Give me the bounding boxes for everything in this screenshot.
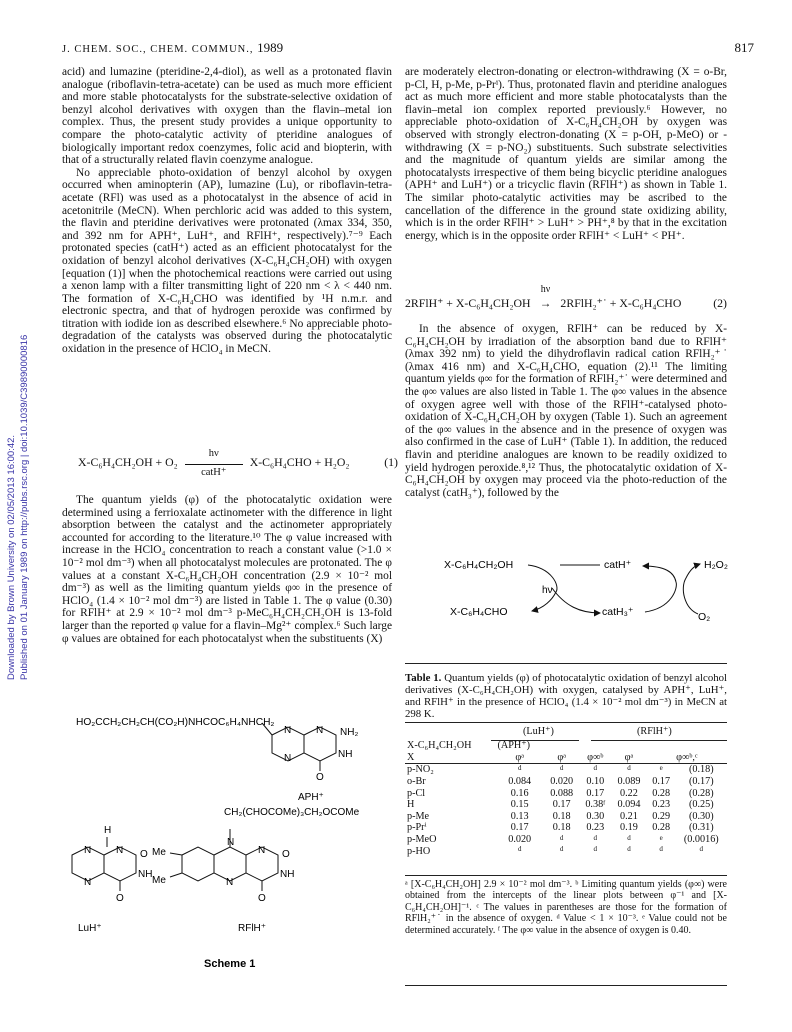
table-cell: 0.22 [620, 787, 638, 799]
table-cell: d [559, 833, 564, 842]
row-substituent: p-HO [407, 845, 431, 857]
table-cell: 0.23 [586, 822, 605, 834]
cycle-hv: hν [542, 585, 553, 596]
table-cell: d [517, 845, 522, 854]
table-cell: d [559, 764, 564, 773]
cycle-reduced-catalyst: catH₃⁺ [602, 606, 634, 618]
table-cell: 0.38ᶠ [585, 799, 606, 811]
table-cell: 0.089 [617, 776, 641, 788]
table-cell: d [593, 845, 598, 854]
table-cell: 0.17 [510, 822, 529, 834]
paragraph: In the absence of oxygen, RFlH⁺ can be reduced by X-C₆H₄CH₂OH by irradiation of the absorption band due to RFlH⁺ (λmax 392 nm) to yield the dihydroflavin radical cation RFlH₂⁺˙ (λmax 416 nm) and X-C₆H₄CHO, equation (2).¹¹ The limiting quantum yields φ∞ for the formation of RFlH₂⁺˙ were determined and the φ∞ values are also listed in Table 1. The φ∞ values in the absence of oxygen agree well with those of the RFlH⁺-catalysed photo-oxidation of X-C₆H₄CH₂OH by oxygen (Table 1). Such an agreement of the φ∞ values in the absence and in the presence of oxygen was also confirmed in the case of LuH⁺ (Table 1). In addition, the reduced flavin and pteridine analogues are known to be readily oxidized to yield hydrogen peroxide.⁸,¹² Thus, the photocatalytic oxidation of X-C₆H₄CH₂OH by oxygen may proceed via the photo-reduction of the catalyst (catH₃⁺), followed by the [405, 323, 727, 499]
col-header: φᵃ [515, 751, 525, 763]
lu-h: H [104, 825, 112, 836]
table-1 [405, 726, 727, 857]
table-row [405, 764, 727, 776]
table-row [405, 776, 727, 788]
download-notice[interactable]: Downloaded by Brown University on 02/05/2013 16:00:42. [6, 434, 17, 680]
left-column-bottom [62, 494, 392, 645]
table-cell: 0.17 [552, 799, 571, 811]
lu-oxo1: O [140, 849, 148, 860]
col-header: φ∞ᵇ,ᶜ [676, 751, 698, 763]
table-cell: d [517, 764, 522, 773]
equation-2: 2RFlH⁺ + X-C₆H₄CH₂OH hν → 2RFlH₂⁺˙ + X-C₆H₄CHO (2) [405, 284, 727, 310]
journal-name: J. CHEM. SOC., CHEM. COMMUN., [62, 44, 254, 55]
ap-oxo: O [316, 772, 324, 783]
table-cell: 0.10 [586, 776, 605, 788]
row-substituent: p-NO₂ [407, 764, 434, 776]
table-cell: (0.28) [688, 787, 714, 799]
paragraph: acid) and lumazine (pteridine-2,4-diol), as well as a protonated flavin analogue (riboflavin-tetra-acetate) can be used as much more efficient and more stable photocatalysts for the substrate-selective oxidation of benzyl alcohol derivatives with oxygen than the flavin–metal ion complex. Thus, the present study provides a unique opportunity to compare the photo-catalytic activity of pteridine analogues of biologically important redox coenzymes, folic acid and biopterin, with that of a structurally related flavin coenzyme analogue. [62, 66, 392, 167]
table-cell: (0.31) [688, 822, 714, 834]
cycle-oxygen-arrow [683, 564, 700, 614]
publication-notice[interactable]: Published on 01 January 1989 on http://pubs.rsc.org | doi:10.1039/C39890000816 [19, 334, 30, 680]
table-cell: 0.16 [510, 787, 529, 799]
table-cell: d [593, 764, 598, 773]
divider [405, 663, 727, 664]
rf-me1: Me [152, 847, 166, 858]
table-cell: 0.17 [586, 787, 605, 799]
table-cell: 0.21 [620, 810, 638, 822]
table-cell: (0.17) [688, 776, 714, 788]
rf-n3: N [226, 877, 234, 888]
cycle-catalyst: catH⁺ [604, 559, 632, 571]
table-cell: 0.020 [508, 834, 532, 846]
table-cell: (0.0016) [683, 834, 719, 846]
table-cell: d [627, 764, 631, 773]
table-footnotes: ᵃ [X-C₆H₄CH₂OH] 2.9 × 10⁻² mol dm⁻³. ᵇ Limiting quantum yields (φ∞) were obtained from the intercepts of the linear plots between φ⁻¹ and [X-C₆H₄CH₂OH]⁻¹. ᶜ The values in parentheses are those for the formation of RFlH₂⁺˙ in the absence of oxygen. ᵈ Value < 1 × 10⁻³. ᵉ Value could not be determined accurately. ᶠ The φ∞ value in the absence of oxygen is 0.40. [405, 879, 727, 936]
right-column [405, 66, 727, 242]
rf-side-chain: CH₂(CHOCOMe)₃CH₂OCOMe [224, 807, 360, 818]
lu-n3: N [84, 877, 92, 888]
table-cell: d [659, 845, 663, 854]
table-cell: 0.020 [550, 776, 574, 788]
table-cell: 0.084 [508, 776, 532, 788]
row-substituent: p-MeO [407, 834, 437, 846]
ap-n2: N [316, 725, 324, 736]
table-cell: 0.19 [620, 822, 638, 834]
bottom-rule [405, 985, 727, 986]
ap-n1: N [284, 725, 292, 736]
group-rf: (RFlH⁺) [637, 726, 672, 737]
table-top-rule [405, 722, 727, 723]
table-cell: (0.30) [688, 810, 714, 822]
col-header: X [407, 751, 415, 763]
cycle-bottom-arrow [552, 588, 600, 613]
download-sidebar [6, 180, 30, 680]
table-caption [405, 672, 727, 720]
row-substituent: H [407, 799, 415, 811]
rf-nh: NH [280, 869, 295, 880]
cycle-peroxide: H₂O₂ [704, 559, 728, 571]
ap-amino: NH₂ [340, 727, 359, 738]
table-row [405, 845, 727, 857]
col-header: φᵃ [557, 751, 566, 763]
paragraph: No appreciable photo-oxidation of benzyl alcohol by oxygen occurred when aminopterin (AP), lumazine (Lu), or riboflavin-tetra-acetate (RFl) was used as a photocatalyst in the absence of acid in acetonitrile (MeCN). When perchloric acid was added to this system, the flavin and pteridine derivatives were protonated (λmax 334, 350, and 392 nm for APH⁺, LuH⁺, and RFlH⁺, respectively).⁷⁻⁹ Each protonated species (catH⁺) acted as an efficient photocatalyst for the oxidation of benzyl alcohol derivatives (X-C₆H₄CH₂OH) with oxygen [equation (1)] when the photochemical reactions were carried out using a xenon lamp with a filter transmitting light of 220 nm < λ < 440 nm. The formation of X-C₆H₄CHO was identified by ¹H n.m.r. and electronic spectra, and that of hydrogen peroxide was confirmed by titration with iodide ion as described elsewhere.⁶ No appreciable photo-degradation of the catalysts was observed during the photocatalytic oxidation in the presence of HClO₄ in MeCN. [62, 166, 392, 356]
col-header: (APH⁺) [497, 740, 531, 752]
ap-side-chain: HO₂CCH₂CH₂CH(CO₂H)NHCOC₆H₄NHCH₂ [76, 717, 275, 728]
table-cell: d [627, 833, 631, 842]
catalytic-cycle-diagram [440, 548, 728, 628]
table-cell: e [659, 833, 663, 842]
col-header: φᵃ [624, 751, 634, 763]
cycle-product: X-C₆H₄CHO [450, 606, 508, 618]
table-row [405, 787, 727, 799]
table-caption-text: Quantum yields (φ) of photocatalytic oxidation of benzyl alcohol derivatives (X-C₆H₄CH₂OH) with oxygen, catalysed by APH⁺, LuH⁺, and RFlH⁺ in the presence of HClO₄ (1.4 × 10⁻² mol dm⁻³) in MeCN at 298 K. [405, 672, 728, 720]
page-number: 817 [734, 40, 754, 55]
row-substituent: o-Br [407, 776, 426, 788]
rf-me2: Me [152, 875, 166, 886]
table-cell: 0.094 [617, 799, 641, 811]
group-lu: (LuH⁺) [523, 726, 554, 737]
table-cell: (0.18) [688, 764, 714, 776]
rf-oxo2: O [258, 893, 266, 904]
row-substituent: p-Prⁱ [407, 822, 427, 834]
ap-label: APH⁺ [298, 792, 324, 803]
right-column-middle [405, 323, 727, 499]
rf-n1: N [227, 837, 235, 848]
lu-n1: N [84, 845, 92, 856]
table-cell: 0.13 [510, 810, 529, 822]
table-row [405, 834, 727, 846]
rf-label: RFlH⁺ [238, 923, 267, 934]
journal-year: 1989 [257, 40, 284, 55]
equation-1: X-C₆H₄CH₂OH + O₂ hν catH⁺ X-C₆H₄CHO + H₂O₂ (1) [78, 447, 398, 478]
data-table [405, 740, 727, 857]
table-cell: d [627, 845, 631, 854]
table-cell: 0.18 [552, 810, 571, 822]
table-row [405, 822, 727, 834]
cycle-right-arrow [643, 566, 676, 612]
table-cell: 0.088 [550, 787, 574, 799]
paragraph: The quantum yields (φ) of the photocatalytic oxidation were determined using a ferrioxalate actinometer with the difference in light absorption between the catalyst and the actinometer appropriately accounted for according to the literature.¹⁰ The φ value increased with increase in the HClO₄ concentration to reach a constant value (>1.0 × 10⁻² mol dm⁻³) when all photocatalyst molecules are protonated. The φ values at a constant X-C₆H₄CH₂OH concentration (2.9 × 10⁻² mol dm⁻³) as well as the limiting quantum yields φ∞ in the presence of HClO₄ (1.4 × 10⁻² mol dm⁻³) are listed in Table 1. The φ value (0.30) for RFlH⁺ at 2.9 × 10⁻² mol dm⁻³ p-MeC₆H₄CH₂CH₂OH is 13-fold larger than the reported φ value for a flavin–Mg²⁺ complex.⁶ Such large φ values are obtained for each photocatalyst when the substituents (X) [62, 494, 392, 645]
cycle-substrate: X-C₆H₄CH₂OH [444, 559, 514, 571]
lu-n2: N [116, 845, 124, 856]
lu-nh: NH [138, 869, 153, 880]
paragraph: are moderately electron-donating or electron-withdrawing (X = o-Br, p-Cl, H, p-Me, p-Prⁱ). Thus, protonated flavin and pteridine analogues act as much more efficient and more stable photocatalysts than the flavin–metal ion complex reported previously.⁶ However, no appreciable photo-oxidation of X-C₆H₄CH₂OH by oxygen was observed with strongly electron-donating (X = p-OH, p-MeO) or -withdrawing (X = p-NO₂) substituents. Such substrate selectivities and the magnitude of quantum yields are similar among the photocatalysts irrespective of them being bicyclic pteridine analogues (APH⁺ and LuH⁺) or a tricyclic flavin (RFlH⁺) as shown in Table 1. The similar photo-catalytic activities may be ascribed to the cancellation of the difference in the ground state oxidizing ability, which is in the order RFlH⁺ > LuH⁺ > PH⁺,⁸ by that in the excitation energy, which is in the opposite order RFlH⁺ < LuH⁺ < PH⁺. [405, 66, 727, 242]
rf-oxo1: O [282, 849, 290, 860]
table-cell: 0.28 [652, 787, 671, 799]
table-cell: 0.28 [652, 822, 671, 834]
lu-label: LuH⁺ [78, 923, 102, 934]
table-cell: e [659, 764, 663, 773]
scheme-title: Scheme 1 [204, 958, 256, 970]
scheme-1 [62, 705, 392, 980]
table-cell: 0.23 [652, 799, 671, 811]
table-cell: 0.18 [552, 822, 571, 834]
journal-header [62, 40, 283, 56]
table-cell: 0.29 [652, 810, 671, 822]
table-bottom-rule [405, 875, 727, 876]
col-header: φ∞ᵇ [587, 751, 604, 763]
table-row [405, 799, 727, 811]
table-cell: d [559, 845, 564, 854]
table-cell: (0.25) [688, 799, 714, 811]
row-substituent: p-Cl [407, 787, 426, 799]
rf-n2: N [258, 845, 266, 856]
table-cell: d [699, 845, 704, 854]
lu-oxo2: O [116, 893, 124, 904]
table-cell: d [593, 833, 598, 842]
cycle-oxygen: O₂ [698, 611, 711, 623]
table-caption-label: Table 1. [405, 672, 442, 684]
ap-nh: NH [338, 749, 353, 760]
row-substituent: p-Me [407, 810, 430, 822]
table-cell: 0.17 [652, 776, 671, 788]
table-row [405, 811, 727, 823]
table-cell: 0.15 [510, 799, 529, 811]
ap-n3: N [284, 753, 292, 764]
left-column [62, 66, 392, 356]
table-body [405, 764, 727, 857]
table-cell: 0.30 [586, 810, 605, 822]
col-header: X-C₆H₄CH₂OH [407, 740, 472, 752]
